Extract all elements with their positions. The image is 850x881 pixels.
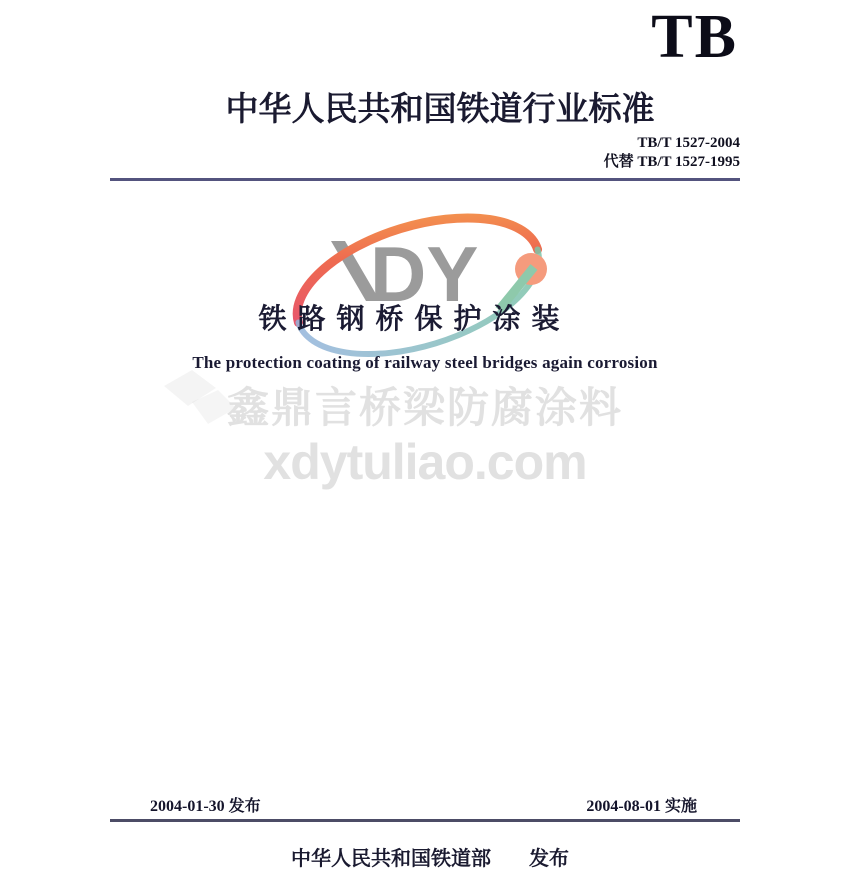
publish-label: 发布	[529, 848, 569, 870]
replaces-note: 代替 TB/T 1527-1995	[603, 153, 740, 170]
publisher-name: 中华人民共和国铁道部	[291, 848, 491, 870]
standard-numbers	[604, 134, 740, 172]
document-title-cn: 铁路钢桥保护涂装	[258, 304, 571, 335]
top-rule	[110, 178, 740, 181]
xdy-logo	[256, 193, 586, 368]
watermark	[0, 382, 850, 490]
issue-date: 2004-01-30 发布	[150, 798, 261, 815]
standard-heading: 中华人民共和国铁道行业标准	[225, 92, 655, 128]
watermark-company: 鑫鼎言桥梁防腐涂料	[226, 384, 623, 431]
bottom-rule	[110, 819, 740, 822]
logo-letters: DY	[370, 230, 479, 318]
implement-date: 2004-08-01 实施	[586, 798, 697, 815]
document-title-en: The protection coating of railway steel bridges again corrosion	[192, 353, 658, 372]
standard-number: TB/T 1527-2004	[637, 135, 740, 151]
watermark-domain: xdytuliao.com	[263, 433, 587, 490]
watermark-logo-mark	[158, 368, 253, 430]
standard-code: TB	[651, 3, 738, 71]
publisher-line	[10, 842, 850, 871]
